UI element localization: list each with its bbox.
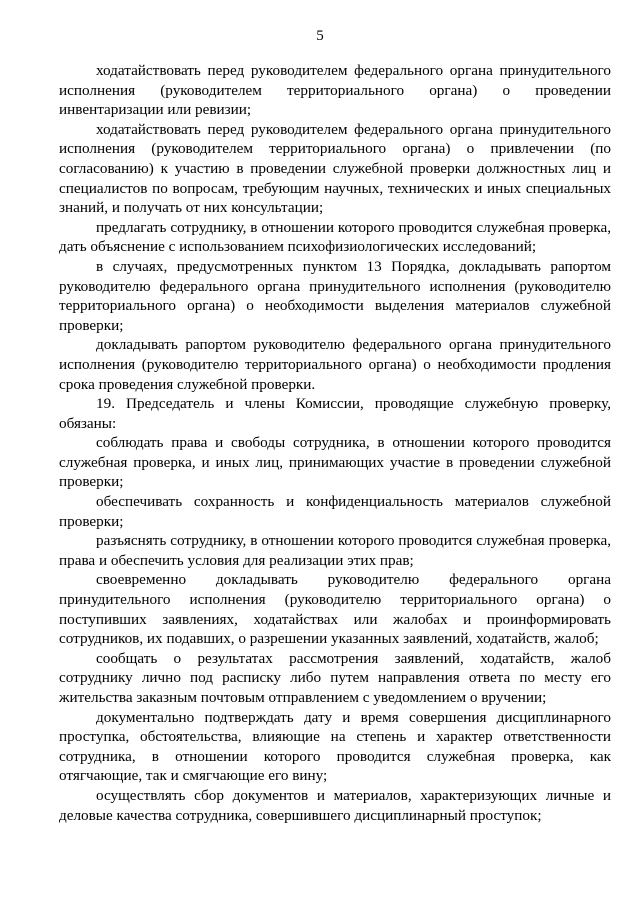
page-number: 5 [316, 28, 324, 44]
document-body [59, 61, 611, 825]
paragraph-observe-rights: соблюдать права и свободы сотрудника, в отношении которого проводится служебная проверка, и иных лиц, принимающих участие в проведении служебной проверки; [59, 434, 611, 491]
paragraph-explain-rights: разъяснять сотруднику, в отношении которого проводится служебная проверка, права и обеспечить условия для реализации этих прав; [59, 532, 611, 569]
paragraph-report-extension: докладывать рапортом руководителю федерального органа принудительного исполнения (руководителю территориального органа) о необходимости продления срока проведения служебной проверки. [59, 336, 611, 393]
paragraph-document-offense: документально подтверждать дату и время совершения дисциплинарного проступка, обстоятельства, влияющие на степень и характер ответственности сотрудника, в отношении которого проводится служебная проверка, как отягчающие, так и смягчающие его вину; [59, 708, 611, 785]
paragraph-collect-documents: осуществлять сбор документов и материалов, характеризующих личные и деловые качества сотрудника, совершившего дисциплинарный проступок; [59, 786, 611, 824]
paragraph-petition-inventory: ходатайствовать перед руководителем федерального органа принудительного исполнения (руководителем территориального органа) о проведении инвентаризации или ревизии; [59, 62, 611, 119]
paragraph-psychophysiological-explanation: предлагать сотруднику, в отношении которого проводится служебная проверка, дать объяснение с использованием психофизиологических исследований; [59, 218, 611, 256]
paragraph-report-petitions: своевременно докладывать руководителю федерального органа принудительного исполнения (руководителю территориального органа) о поступивших заявлениях, ходатайствах или жалобах и проинформировать сотрудников, их подавших, о разрешении указанных заявлений, ходатайств, жалоб; [59, 571, 611, 648]
paragraph-report-separation: в случаях, предусмотренных пунктом 13 Порядка, докладывать рапортом руководителю федерального органа принудительного исполнения (руководителю территориального органа) о необходимости выделения материалов служебной проверки; [59, 257, 611, 334]
paragraph-item-19: 19. Председатель и члены Комиссии, проводящие служебную проверку, обязаны: [59, 395, 611, 432]
paragraph-communicate-results: сообщать о результатах рассмотрения заявлений, ходатайств, жалоб сотруднику лично под расписку либо путем направления ответа по месту его жительства заказным почтовым отправлением с уведомлением о вручении; [59, 649, 611, 706]
paragraph-confidentiality: обеспечивать сохранность и конфиденциальность материалов служебной проверки; [59, 493, 611, 530]
paragraph-petition-specialists: ходатайствовать перед руководителем федерального органа принудительного исполнения (руководителем территориального органа) о привлечении (по согласованию) к участию в проведении служебной проверки должностных лиц и специалистов по вопросам, требующим научных, технических и иных специальных знаний, и получать от них консультации; [59, 120, 611, 217]
